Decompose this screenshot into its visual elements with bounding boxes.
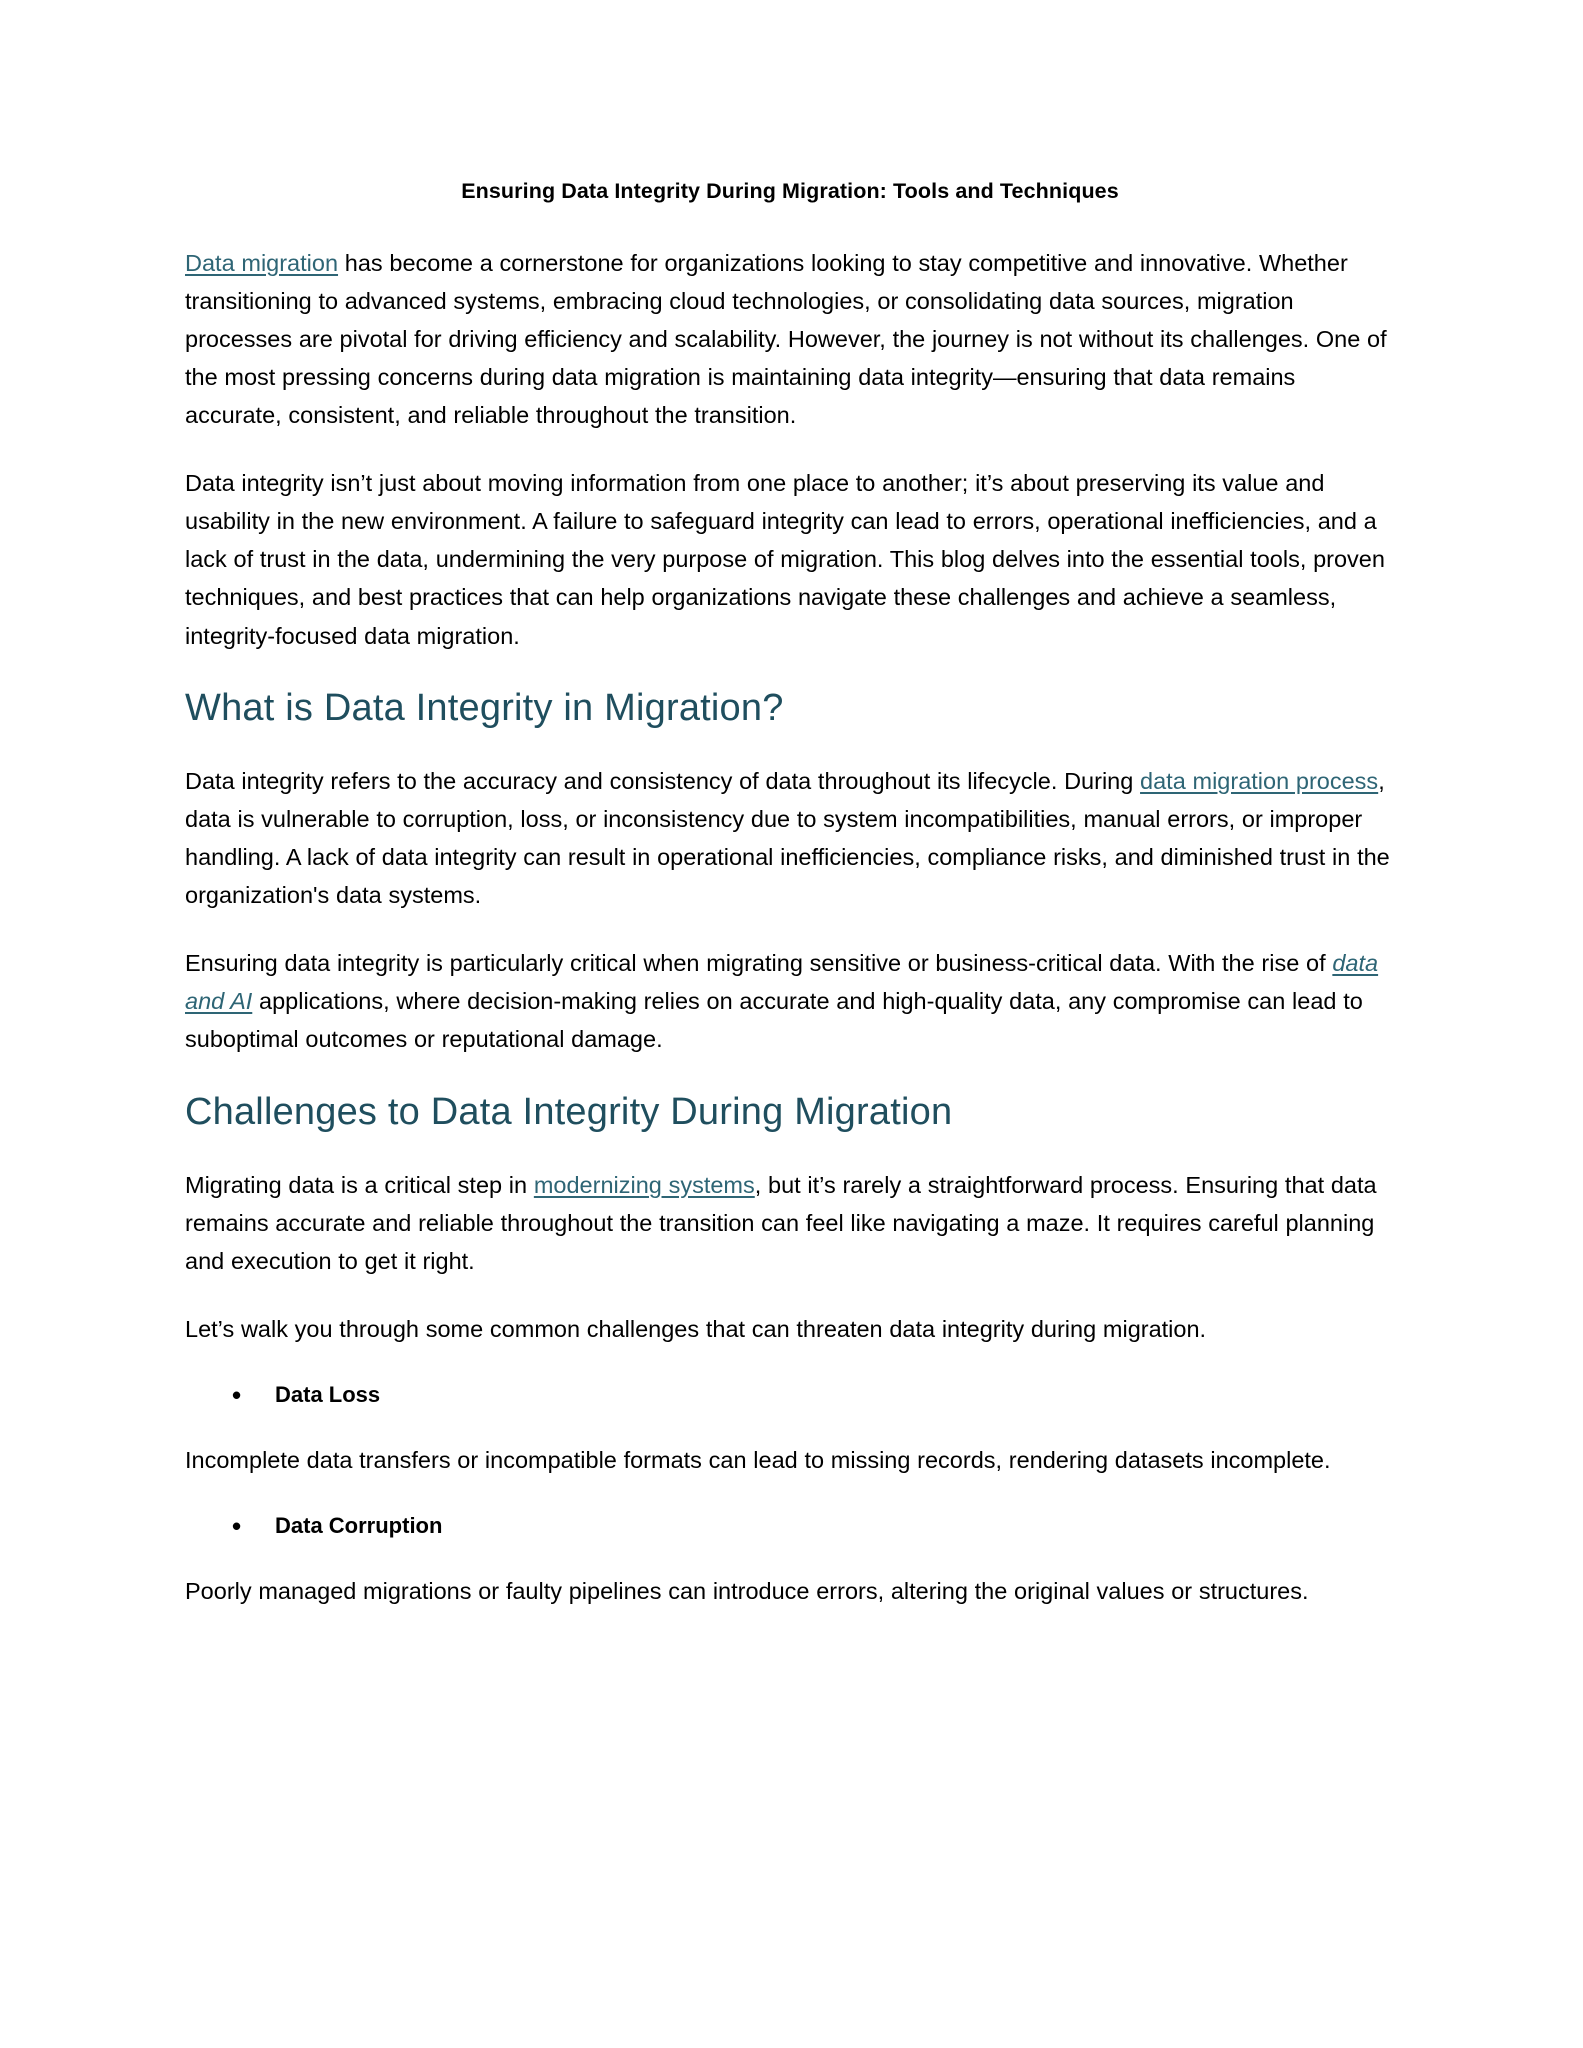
- what-is-paragraph-2-before: Ensuring data integrity is particularly critical when migrating sensitive or business-critical data. With the rise of: [185, 950, 1333, 977]
- link-data-migration-process[interactable]: data migration process: [1140, 768, 1379, 795]
- list-item: • Data Loss: [185, 1378, 1395, 1411]
- challenge-item-block-1: [185, 1378, 1395, 1411]
- intro-paragraph-1-text: has become a cornerstone for organizations looking to stay competitive and innovative. Whether transitioning to advanced systems, embracing cloud technologies, or consolidating data sources, migration processes are pivotal for driving efficiency and scalability. However, the journey is not without its challenges. One of the most pressing concerns during data migration is maintaining data integrity—ensuring that data remains accurate, consistent, and reliable throughout the transition.: [185, 249, 1387, 429]
- challenge-bullet-list-1: [185, 1378, 1395, 1411]
- challenges-paragraph-1-before: Migrating data is a critical step in: [185, 1172, 534, 1198]
- heading-challenges-to-data-integrity: Challenges to Data Integrity During Migration: [185, 1090, 953, 1133]
- link-data-and-ai[interactable]: data and AI: [185, 950, 1379, 1015]
- link-data-migration[interactable]: Data migration: [185, 249, 339, 276]
- challenge-item-block-2: [185, 1509, 1395, 1542]
- challenges-paragraph-1-after: , but it’s rarely a straightforward process. Ensuring that data remains accurate and reliable throughout the transition can feel like navigating a maze. It requires careful planning and execution to get it right.: [185, 1172, 1377, 1275]
- list-item: • Data Corruption: [185, 1509, 1395, 1542]
- page-title: Ensuring Data Integrity During Migration: Tools and Techniques: [461, 179, 1119, 203]
- intro-paragraph-1: [185, 244, 1395, 434]
- challenges-paragraph-2: Let’s walk you through some common challenges that can threaten data integrity during migration.: [185, 1316, 1207, 1343]
- heading-what-is-data-integrity: What is Data Integrity in Migration?: [185, 686, 784, 729]
- what-is-paragraph-1-after: , data is vulnerable to corruption, loss, or inconsistency due to system incompatibilities, manual errors, or improper handling. A lack of data integrity can result in operational inefficiencies, compliance risks, and diminished trust in the organization's data systems.: [185, 768, 1390, 909]
- document-content: [185, 178, 1395, 1640]
- intro-paragraph-2: Data integrity isn’t just about moving information from one place to another; it’s about preserving its value and usability in the new environment. A failure to safeguard integrity can lead to errors, operational inefficiencies, and a lack of trust in the data, undermining the very purpose of migration. This blog delves into the essential tools, proven techniques, and best practices that can help organizations navigate these challenges and achieve a seamless, integrity-focused data migration.: [185, 470, 1385, 649]
- what-is-paragraph-1: [185, 762, 1395, 914]
- challenges-paragraph-1: [185, 1166, 1395, 1280]
- what-is-paragraph-1-before: Data integrity refers to the accuracy and consistency of data throughout its lifecycle. During: [185, 768, 1141, 795]
- link-modernizing-systems[interactable]: modernizing systems: [533, 1172, 755, 1198]
- challenge-bullet-list-2: [185, 1509, 1395, 1542]
- challenge-description-1: Incomplete data transfers or incompatible formats can lead to missing records, rendering datasets incomplete.: [185, 1447, 1331, 1474]
- challenge-description-2: Poorly managed migrations or faulty pipelines can introduce errors, altering the original values or structures.: [185, 1578, 1309, 1605]
- what-is-paragraph-2-after: applications, where decision-making relies on accurate and high-quality data, any compromise can lead to suboptimal outcomes or reputational damage.: [185, 988, 1363, 1053]
- what-is-paragraph-2: [185, 944, 1395, 1058]
